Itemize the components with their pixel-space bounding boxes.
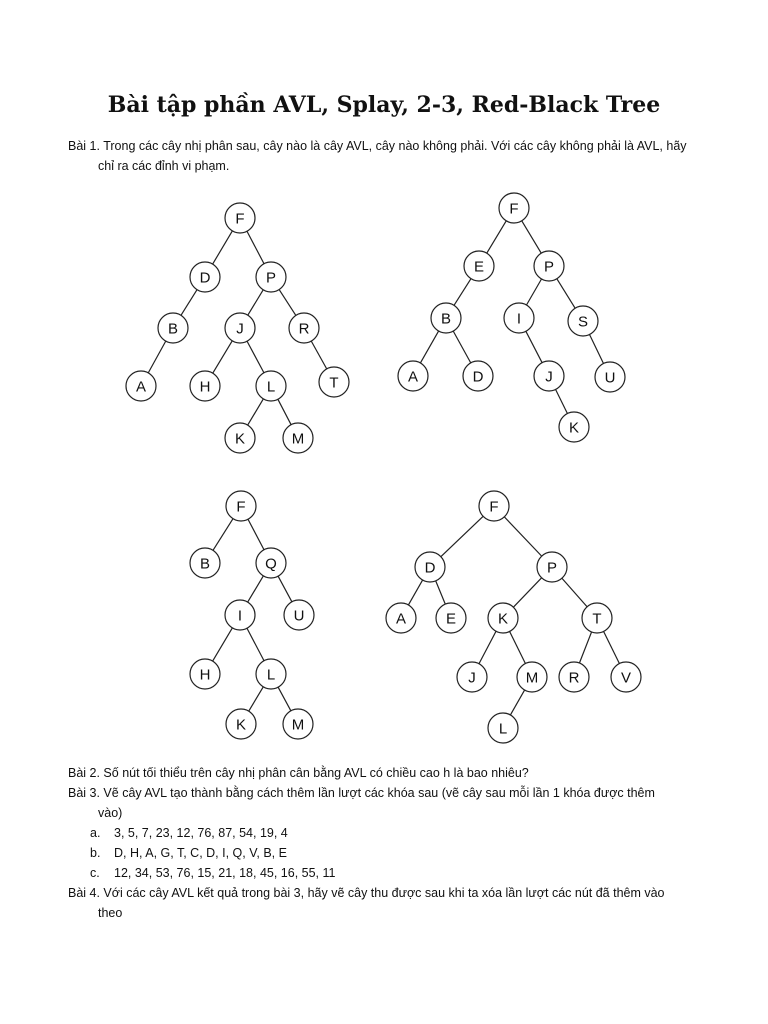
tree-edge	[526, 331, 542, 362]
tree-node	[225, 313, 255, 343]
tree-node	[225, 423, 255, 453]
tree-edge	[522, 221, 542, 253]
tree-node	[190, 371, 220, 401]
tree-node-label: U	[604, 369, 616, 387]
tree-node	[226, 491, 256, 521]
tree-node	[534, 251, 564, 281]
tree-edge	[278, 399, 291, 424]
tree-edge	[510, 631, 526, 663]
list-marker: a.	[90, 826, 101, 840]
tree-edge	[441, 516, 483, 556]
tree-node-label: D	[472, 368, 484, 386]
tree-node-label: E	[445, 610, 457, 628]
tree-edge	[247, 231, 264, 263]
tree-node	[568, 306, 598, 336]
tree-node-label: P	[546, 559, 558, 577]
tree-node	[225, 600, 255, 630]
tree-node	[256, 548, 286, 578]
tree-edge	[247, 341, 264, 373]
tree-node-label: P	[543, 258, 555, 276]
tree-node	[463, 361, 493, 391]
tree-node	[256, 371, 286, 401]
tree-edge	[148, 341, 166, 373]
tree-edge	[590, 335, 604, 364]
tree-node-label: B	[167, 320, 179, 338]
tree-node	[457, 662, 487, 692]
tree-node-label: L	[498, 720, 508, 738]
tree-node-label: F	[489, 498, 499, 516]
tree-node	[256, 659, 286, 689]
tree-node-label: H	[199, 378, 211, 396]
tree-edge	[604, 631, 620, 663]
tree-node-label: H	[199, 666, 211, 684]
tree-node	[595, 362, 625, 392]
tree-node	[534, 361, 564, 391]
tree-edge	[562, 578, 587, 607]
tree-edge	[213, 231, 233, 264]
tree-node	[559, 412, 589, 442]
tree-edge	[513, 578, 541, 607]
exercise-2: Bài 2. Số nút tối thiểu trên cây nhị phân cân bằng AVL có chiều cao h là bao nhiêu?	[68, 766, 529, 780]
tree-edge	[248, 399, 264, 425]
tree-node-label: B	[440, 310, 452, 328]
tree-node	[386, 603, 416, 633]
exercise-1-line2: chỉ ra các đỉnh vi phạm.	[98, 159, 230, 173]
tree-node-label: J	[236, 320, 244, 338]
tree-node	[190, 262, 220, 292]
tree-edge	[213, 341, 233, 373]
tree-node-label: E	[473, 258, 485, 276]
tree-node-label: D	[199, 269, 211, 287]
tree-edge	[181, 290, 197, 316]
tree-node-label: I	[237, 607, 243, 625]
tree-node	[611, 662, 641, 692]
tree-node	[256, 262, 286, 292]
tree-node-label: B	[199, 555, 211, 573]
tree-edge	[279, 290, 296, 316]
list-item	[90, 843, 287, 863]
tree-node-label: I	[516, 310, 522, 328]
exercise-1-line1: Bài 1. Trong các cây nhị phân sau, cây nào là cây AVL, cây nào không phải. Với các cây không phải là AVL, hãy	[68, 139, 687, 153]
tree-node-label: J	[468, 669, 476, 687]
tree-node	[190, 659, 220, 689]
list-text: 12, 34, 53, 76, 15, 21, 18, 45, 16, 55, 11	[114, 866, 336, 880]
tree-node	[504, 303, 534, 333]
tree-node-label: L	[266, 378, 276, 396]
tree-3	[190, 491, 314, 739]
tree-node	[499, 193, 529, 223]
tree-edge	[408, 580, 422, 605]
list-item	[90, 863, 335, 883]
exercise-3	[68, 783, 728, 823]
tree-node	[488, 603, 518, 633]
tree-node-label: A	[135, 378, 147, 396]
tree-node-label: M	[291, 716, 305, 734]
tree-node	[582, 603, 612, 633]
tree-node-label: A	[407, 368, 419, 386]
tree-1	[126, 203, 349, 453]
tree-edge	[213, 519, 233, 551]
tree-node-label: J	[545, 368, 553, 386]
tree-4	[386, 491, 641, 743]
tree-node-label: K	[568, 419, 580, 437]
list-marker: c.	[90, 866, 100, 880]
tree-edge	[510, 690, 524, 715]
tree-node	[431, 303, 461, 333]
tree-node-label: K	[497, 610, 509, 628]
tree-node-label: V	[620, 669, 632, 687]
tree-node	[415, 552, 445, 582]
tree-edge	[213, 628, 233, 661]
tree-edge	[311, 341, 326, 369]
tree-node-label: T	[592, 610, 602, 628]
tree-node-label: S	[577, 313, 589, 331]
exercise-4	[68, 883, 728, 923]
tree-node	[158, 313, 188, 343]
tree-node-label: M	[525, 669, 539, 687]
tree-edge	[248, 290, 263, 315]
tree-edge	[248, 576, 264, 602]
tree-node	[289, 313, 319, 343]
tree-2	[398, 193, 625, 442]
tree-edge	[436, 581, 446, 604]
tree-node-label: M	[291, 430, 305, 448]
tree-node-label: F	[509, 200, 519, 218]
tree-edge	[487, 221, 507, 253]
tree-node	[284, 600, 314, 630]
tree-edge	[248, 519, 264, 549]
exercise-4-line2: theo	[98, 906, 123, 920]
tree-node	[464, 251, 494, 281]
tree-node-label: L	[266, 666, 276, 684]
tree-edge	[556, 389, 568, 413]
tree-node	[517, 662, 547, 692]
tree-node-label: P	[265, 269, 277, 287]
exercise-4-line1: Bài 4. Với các cây AVL kết quả trong bài 3, hãy vẽ cây thu được sau khi ta xóa lần lượt các nút đã thêm vào	[68, 886, 665, 900]
tree-node-label: F	[236, 498, 246, 516]
tree-edge	[504, 517, 541, 556]
tree-node-label: F	[235, 210, 245, 228]
tree-node	[126, 371, 156, 401]
tree-node-label: A	[395, 610, 407, 628]
tree-node-label: D	[424, 559, 436, 577]
tree-node	[190, 548, 220, 578]
exercise-3-line2: vào)	[98, 806, 123, 820]
tree-node	[537, 552, 567, 582]
list-text: 3, 5, 7, 23, 12, 76, 87, 54, 19, 4	[114, 826, 288, 840]
tree-node	[226, 709, 256, 739]
list-text: D, H, A, G, T, C, D, I, Q, V, B, E	[114, 846, 287, 860]
tree-node	[559, 662, 589, 692]
tree-node-label: Q	[265, 555, 277, 573]
tree-node-label: T	[329, 374, 339, 392]
tree-node	[479, 491, 509, 521]
tree-edge	[453, 331, 471, 363]
tree-node	[436, 603, 466, 633]
tree-edge	[420, 331, 438, 363]
tree-edge	[247, 628, 264, 660]
list-marker: b.	[90, 846, 101, 860]
tree-edge	[526, 279, 541, 305]
tree-edge	[249, 687, 264, 711]
tree-edge	[278, 576, 292, 602]
page-title: Bài tập phần AVL, Splay, 2-3, Red-Black Tree	[107, 92, 661, 118]
tree-node-label: U	[293, 607, 305, 625]
tree-node	[225, 203, 255, 233]
tree-edge	[479, 631, 496, 663]
tree-edge	[579, 632, 591, 663]
tree-node-label: R	[298, 320, 310, 338]
tree-edge	[278, 687, 291, 711]
tree-node-label: K	[234, 430, 246, 448]
tree-node	[283, 709, 313, 739]
list-item	[90, 823, 288, 843]
tree-edge	[557, 279, 575, 308]
tree-edge	[454, 279, 471, 306]
tree-node	[283, 423, 313, 453]
tree-node	[398, 361, 428, 391]
tree-node	[319, 367, 349, 397]
tree-node-label: K	[235, 716, 247, 734]
exercise-3-line1: Bài 3. Vẽ cây AVL tạo thành bằng cách thêm lần lượt các khóa sau (vẽ cây sau mỗi lần 1 khóa được thêm	[68, 786, 655, 800]
tree-node-label: R	[568, 669, 580, 687]
tree-node	[488, 713, 518, 743]
